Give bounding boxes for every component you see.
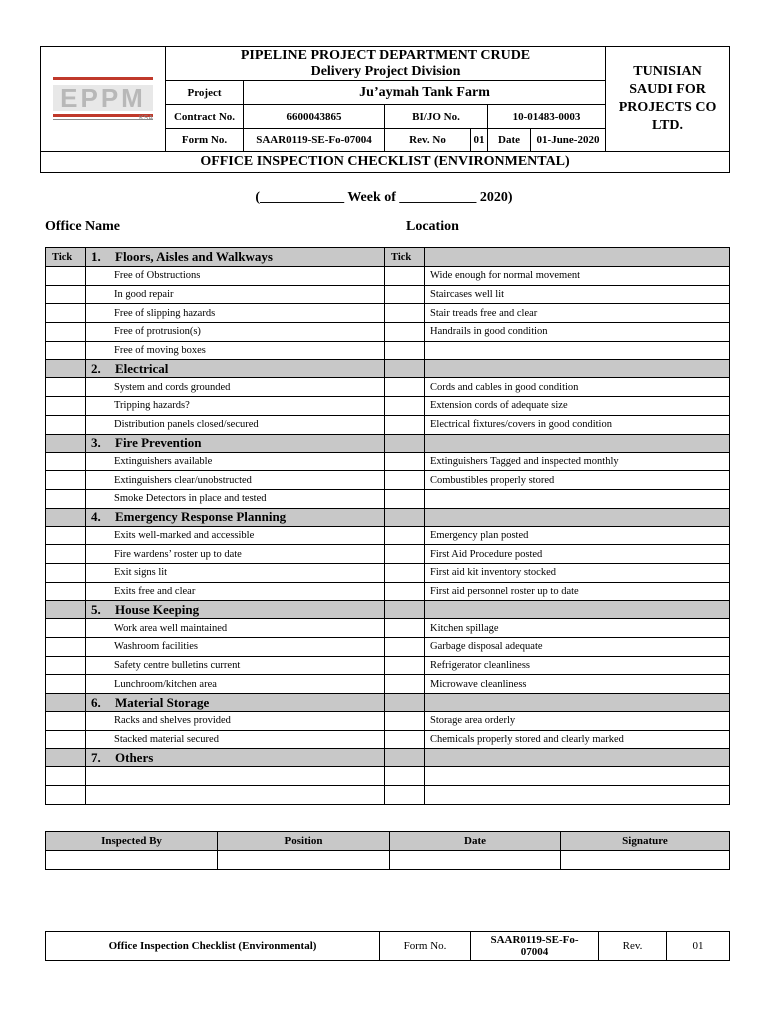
footer-form-code: SAAR0119-SE-Fo- 07004 bbox=[471, 932, 599, 961]
tick-box[interactable] bbox=[385, 452, 425, 471]
date-field[interactable] bbox=[390, 851, 561, 870]
section-title bbox=[86, 601, 385, 619]
tick-box[interactable] bbox=[46, 582, 86, 601]
tick-column-header: Tick bbox=[385, 248, 425, 267]
checklist-row bbox=[46, 323, 730, 342]
office-name-label: Office Name bbox=[45, 219, 121, 234]
footer-form-label: Form No. bbox=[380, 932, 471, 961]
checklist-row bbox=[46, 304, 730, 323]
tick-box[interactable] bbox=[46, 712, 86, 731]
tick-box[interactable] bbox=[46, 285, 86, 304]
project-label: Project bbox=[166, 81, 244, 105]
checklist-row bbox=[46, 619, 730, 638]
checklist-title: OFFICE INSPECTION CHECKLIST (ENVIRONMENTAL) bbox=[41, 152, 730, 173]
tick-box[interactable] bbox=[385, 730, 425, 749]
tick-box[interactable] bbox=[46, 619, 86, 638]
checklist-item bbox=[425, 767, 730, 786]
checklist-row bbox=[46, 563, 730, 582]
tick-box[interactable] bbox=[385, 267, 425, 286]
tick-box[interactable] bbox=[385, 545, 425, 564]
checklist-row bbox=[46, 582, 730, 601]
checklist-item: Stair treads free and clear bbox=[425, 304, 730, 323]
tick-box[interactable] bbox=[385, 526, 425, 545]
tick-column-header bbox=[385, 694, 425, 712]
contract-value: 6600043865 bbox=[244, 105, 385, 129]
checklist-item: Refrigerator cleanliness bbox=[425, 656, 730, 675]
section-header-row bbox=[46, 248, 730, 267]
checklist-row bbox=[46, 452, 730, 471]
tick-box[interactable] bbox=[385, 489, 425, 508]
eppm-logo bbox=[53, 73, 153, 125]
section-title bbox=[86, 749, 385, 767]
checklist-item: Extinguishers clear/unobstructed bbox=[86, 471, 385, 490]
checklist-item: Emergency plan posted bbox=[425, 526, 730, 545]
week-line: (____________ Week of ___________ 2020) bbox=[255, 190, 513, 205]
checklist-item: Tripping hazards? bbox=[86, 397, 385, 416]
checklist-item: Kitchen spillage bbox=[425, 619, 730, 638]
checklist-item: System and cords grounded bbox=[86, 378, 385, 397]
section-title bbox=[86, 434, 385, 452]
section-header-blank bbox=[425, 749, 730, 767]
checklist-row bbox=[46, 730, 730, 749]
checklist-row bbox=[46, 712, 730, 731]
checklist-row bbox=[46, 767, 730, 786]
section-title bbox=[86, 508, 385, 526]
checklist-item: Lunchroom/kitchen area bbox=[86, 675, 385, 694]
tick-box[interactable] bbox=[46, 267, 86, 286]
checklist-row bbox=[46, 489, 730, 508]
checklist-row bbox=[46, 675, 730, 694]
inspection-table bbox=[45, 831, 730, 870]
footer-rev-value: 01 bbox=[667, 932, 730, 961]
section-title bbox=[86, 694, 385, 712]
checklist-item: Storage area orderly bbox=[425, 712, 730, 731]
date-value: 01-June-2020 bbox=[531, 129, 606, 152]
checklist-item: Racks and shelves provided bbox=[86, 712, 385, 731]
checklist-item bbox=[86, 786, 385, 805]
tick-box[interactable] bbox=[46, 415, 86, 434]
checklist-item: Fire wardens’ roster up to date bbox=[86, 545, 385, 564]
section-header-row bbox=[46, 694, 730, 712]
checklist-item: Free of Obstructions bbox=[86, 267, 385, 286]
tick-box[interactable] bbox=[46, 452, 86, 471]
tick-box[interactable] bbox=[46, 730, 86, 749]
checklist-row bbox=[46, 378, 730, 397]
tick-column-header bbox=[385, 434, 425, 452]
section-header-blank bbox=[425, 601, 730, 619]
checklist-item bbox=[425, 489, 730, 508]
checklist-item: Safety centre bulletins current bbox=[86, 656, 385, 675]
position-field[interactable] bbox=[218, 851, 390, 870]
tick-box[interactable] bbox=[46, 489, 86, 508]
tick-column-header bbox=[385, 508, 425, 526]
tick-box[interactable] bbox=[46, 397, 86, 416]
section-number: 3. bbox=[91, 435, 101, 450]
title-line-2: Delivery Project Division bbox=[310, 63, 461, 79]
checklist-item: Extinguishers available bbox=[86, 452, 385, 471]
checklist-item: Distribution panels closed/secured bbox=[86, 415, 385, 434]
checklist-item: First aid personnel roster up to date bbox=[425, 582, 730, 601]
tick-box[interactable] bbox=[46, 378, 86, 397]
company-name: TUNISIAN SAUDI FOR PROJECTS CO LTD. bbox=[606, 47, 730, 152]
checklist-row bbox=[46, 285, 730, 304]
date-label: Date bbox=[488, 129, 531, 152]
checklist-item: Cords and cables in good condition bbox=[425, 378, 730, 397]
form-value: SAAR0119-SE-Fo-07004 bbox=[244, 129, 385, 152]
tick-box[interactable] bbox=[46, 638, 86, 657]
section-title bbox=[86, 360, 385, 378]
project-value: Ju’aymah Tank Farm bbox=[244, 81, 606, 105]
checklist-row bbox=[46, 267, 730, 286]
logo-sub: KSA bbox=[138, 115, 153, 122]
date-header: Date bbox=[390, 832, 561, 851]
checklist-item: Free of protrusion(s) bbox=[86, 323, 385, 342]
rev-label: Rev. No bbox=[385, 129, 471, 152]
footer-title: Office Inspection Checklist (Environmental) bbox=[46, 932, 380, 961]
checklist-item: Stacked material secured bbox=[86, 730, 385, 749]
tick-column-header bbox=[385, 749, 425, 767]
tick-box[interactable] bbox=[385, 563, 425, 582]
checklist-item: Exits well-marked and accessible bbox=[86, 526, 385, 545]
checklist-row bbox=[46, 415, 730, 434]
section-header-row bbox=[46, 434, 730, 452]
checklist-row bbox=[46, 341, 730, 360]
tick-column-header bbox=[46, 694, 86, 712]
tick-box[interactable] bbox=[385, 712, 425, 731]
checklist-row bbox=[46, 471, 730, 490]
section-title-text: House Keeping bbox=[115, 601, 200, 617]
section-title-text: Material Storage bbox=[115, 694, 210, 710]
bijo-label: BI/JO No. bbox=[385, 105, 488, 129]
checklist-row bbox=[46, 786, 730, 805]
position-header: Position bbox=[218, 832, 390, 851]
section-title-text: Floors, Aisles and Walkways bbox=[115, 249, 273, 264]
tick-box[interactable] bbox=[385, 285, 425, 304]
section-header-blank bbox=[425, 508, 730, 526]
checklist-table bbox=[45, 247, 730, 805]
checklist-item: Exit signs lit bbox=[86, 563, 385, 582]
section-number: 5. bbox=[91, 601, 101, 617]
tick-column-header bbox=[46, 434, 86, 452]
section-title bbox=[86, 248, 385, 267]
tick-box[interactable] bbox=[385, 415, 425, 434]
section-number: 7. bbox=[91, 749, 101, 765]
checklist-item: In good repair bbox=[86, 285, 385, 304]
checklist-item: Work area well maintained bbox=[86, 619, 385, 638]
tick-box[interactable] bbox=[46, 323, 86, 342]
tick-box[interactable] bbox=[46, 545, 86, 564]
form-label: Form No. bbox=[166, 129, 244, 152]
document-footer bbox=[45, 931, 730, 961]
title-line-1: PIPELINE PROJECT DEPARTMENT CRUDE bbox=[240, 47, 531, 63]
tick-box[interactable] bbox=[385, 582, 425, 601]
footer-rev-label: Rev. bbox=[599, 932, 667, 961]
checklist-item: Smoke Detectors in place and tested bbox=[86, 489, 385, 508]
signature-field[interactable] bbox=[561, 851, 730, 870]
tick-box[interactable] bbox=[385, 323, 425, 342]
tick-column-header: Tick bbox=[46, 248, 86, 267]
checklist-row bbox=[46, 638, 730, 657]
tick-box[interactable] bbox=[46, 471, 86, 490]
checklist-item: Handrails in good condition bbox=[425, 323, 730, 342]
tick-box[interactable] bbox=[385, 656, 425, 675]
tick-box[interactable] bbox=[46, 786, 86, 805]
checklist-item bbox=[425, 786, 730, 805]
tick-box[interactable] bbox=[385, 471, 425, 490]
section-number: 2. bbox=[91, 360, 101, 376]
checklist-item: Garbage disposal adequate bbox=[425, 638, 730, 657]
section-header-row bbox=[46, 601, 730, 619]
tick-box[interactable] bbox=[46, 304, 86, 323]
tick-box[interactable] bbox=[385, 638, 425, 657]
section-header-blank bbox=[425, 694, 730, 712]
checklist-item: Electrical fixtures/covers in good condition bbox=[425, 415, 730, 434]
contract-label: Contract No. bbox=[166, 105, 244, 129]
signature-header: Signature bbox=[561, 832, 730, 851]
checklist-row bbox=[46, 526, 730, 545]
checklist-item: Extinguishers Tagged and inspected monthly bbox=[425, 452, 730, 471]
tick-box[interactable] bbox=[385, 304, 425, 323]
checklist-item: Extension cords of adequate size bbox=[425, 397, 730, 416]
tick-box[interactable] bbox=[46, 767, 86, 786]
tick-column-header bbox=[46, 508, 86, 526]
checklist-row bbox=[46, 397, 730, 416]
checklist-item: Staircases well lit bbox=[425, 285, 730, 304]
tick-box[interactable] bbox=[385, 675, 425, 694]
checklist-item bbox=[86, 767, 385, 786]
checklist-item: First aid kit inventory stocked bbox=[425, 563, 730, 582]
rev-value: 01 bbox=[471, 129, 488, 152]
tick-box[interactable] bbox=[385, 786, 425, 805]
checklist-item: Exits free and clear bbox=[86, 582, 385, 601]
tick-column-header bbox=[385, 601, 425, 619]
tick-box[interactable] bbox=[385, 767, 425, 786]
checklist-row bbox=[46, 656, 730, 675]
tick-box[interactable] bbox=[46, 656, 86, 675]
logo-cell bbox=[41, 47, 166, 152]
checklist-item: Wide enough for normal movement bbox=[425, 267, 730, 286]
checklist-row bbox=[46, 545, 730, 564]
checklist-item bbox=[425, 341, 730, 360]
checklist-item: Free of moving boxes bbox=[86, 341, 385, 360]
section-header-row bbox=[46, 749, 730, 767]
checklist-item: Microwave cleanliness bbox=[425, 675, 730, 694]
tick-column-header bbox=[385, 360, 425, 378]
section-header-row bbox=[46, 508, 730, 526]
section-number: 4. bbox=[91, 509, 101, 525]
section-header-blank bbox=[425, 248, 730, 267]
checklist-item: Combustibles properly stored bbox=[425, 471, 730, 490]
inspected-by-field[interactable] bbox=[46, 851, 218, 870]
section-title-text: Others bbox=[115, 749, 154, 765]
tick-box[interactable] bbox=[385, 378, 425, 397]
section-number: 6. bbox=[91, 694, 101, 710]
section-title-text: Emergency Response Planning bbox=[115, 509, 287, 525]
tick-box[interactable] bbox=[46, 563, 86, 582]
logo-text: EPPM bbox=[53, 85, 153, 111]
section-title-text: Electrical bbox=[115, 360, 169, 376]
checklist-item: Free of slipping hazards bbox=[86, 304, 385, 323]
tick-column-header bbox=[46, 360, 86, 378]
tick-box[interactable] bbox=[46, 675, 86, 694]
section-header-blank bbox=[425, 360, 730, 378]
section-title-text: Fire Prevention bbox=[115, 435, 202, 450]
tick-column-header bbox=[46, 749, 86, 767]
tick-box[interactable] bbox=[385, 397, 425, 416]
checklist-item: Chemicals properly stored and clearly marked bbox=[425, 730, 730, 749]
tick-box[interactable] bbox=[46, 341, 86, 360]
section-header-blank bbox=[425, 434, 730, 452]
tick-column-header bbox=[46, 601, 86, 619]
section-number: 1. bbox=[91, 249, 101, 264]
bijo-value: 10-01483-0003 bbox=[488, 105, 606, 129]
checklist-item: First Aid Procedure posted bbox=[425, 545, 730, 564]
inspected-by-header: Inspected By bbox=[46, 832, 218, 851]
location-label: Location bbox=[406, 219, 459, 234]
tick-box[interactable] bbox=[385, 619, 425, 638]
section-header-row bbox=[46, 360, 730, 378]
document-header bbox=[40, 46, 730, 173]
checklist-item: Washroom facilities bbox=[86, 638, 385, 657]
tick-box[interactable] bbox=[46, 526, 86, 545]
tick-box[interactable] bbox=[385, 341, 425, 360]
department-title bbox=[166, 47, 606, 81]
